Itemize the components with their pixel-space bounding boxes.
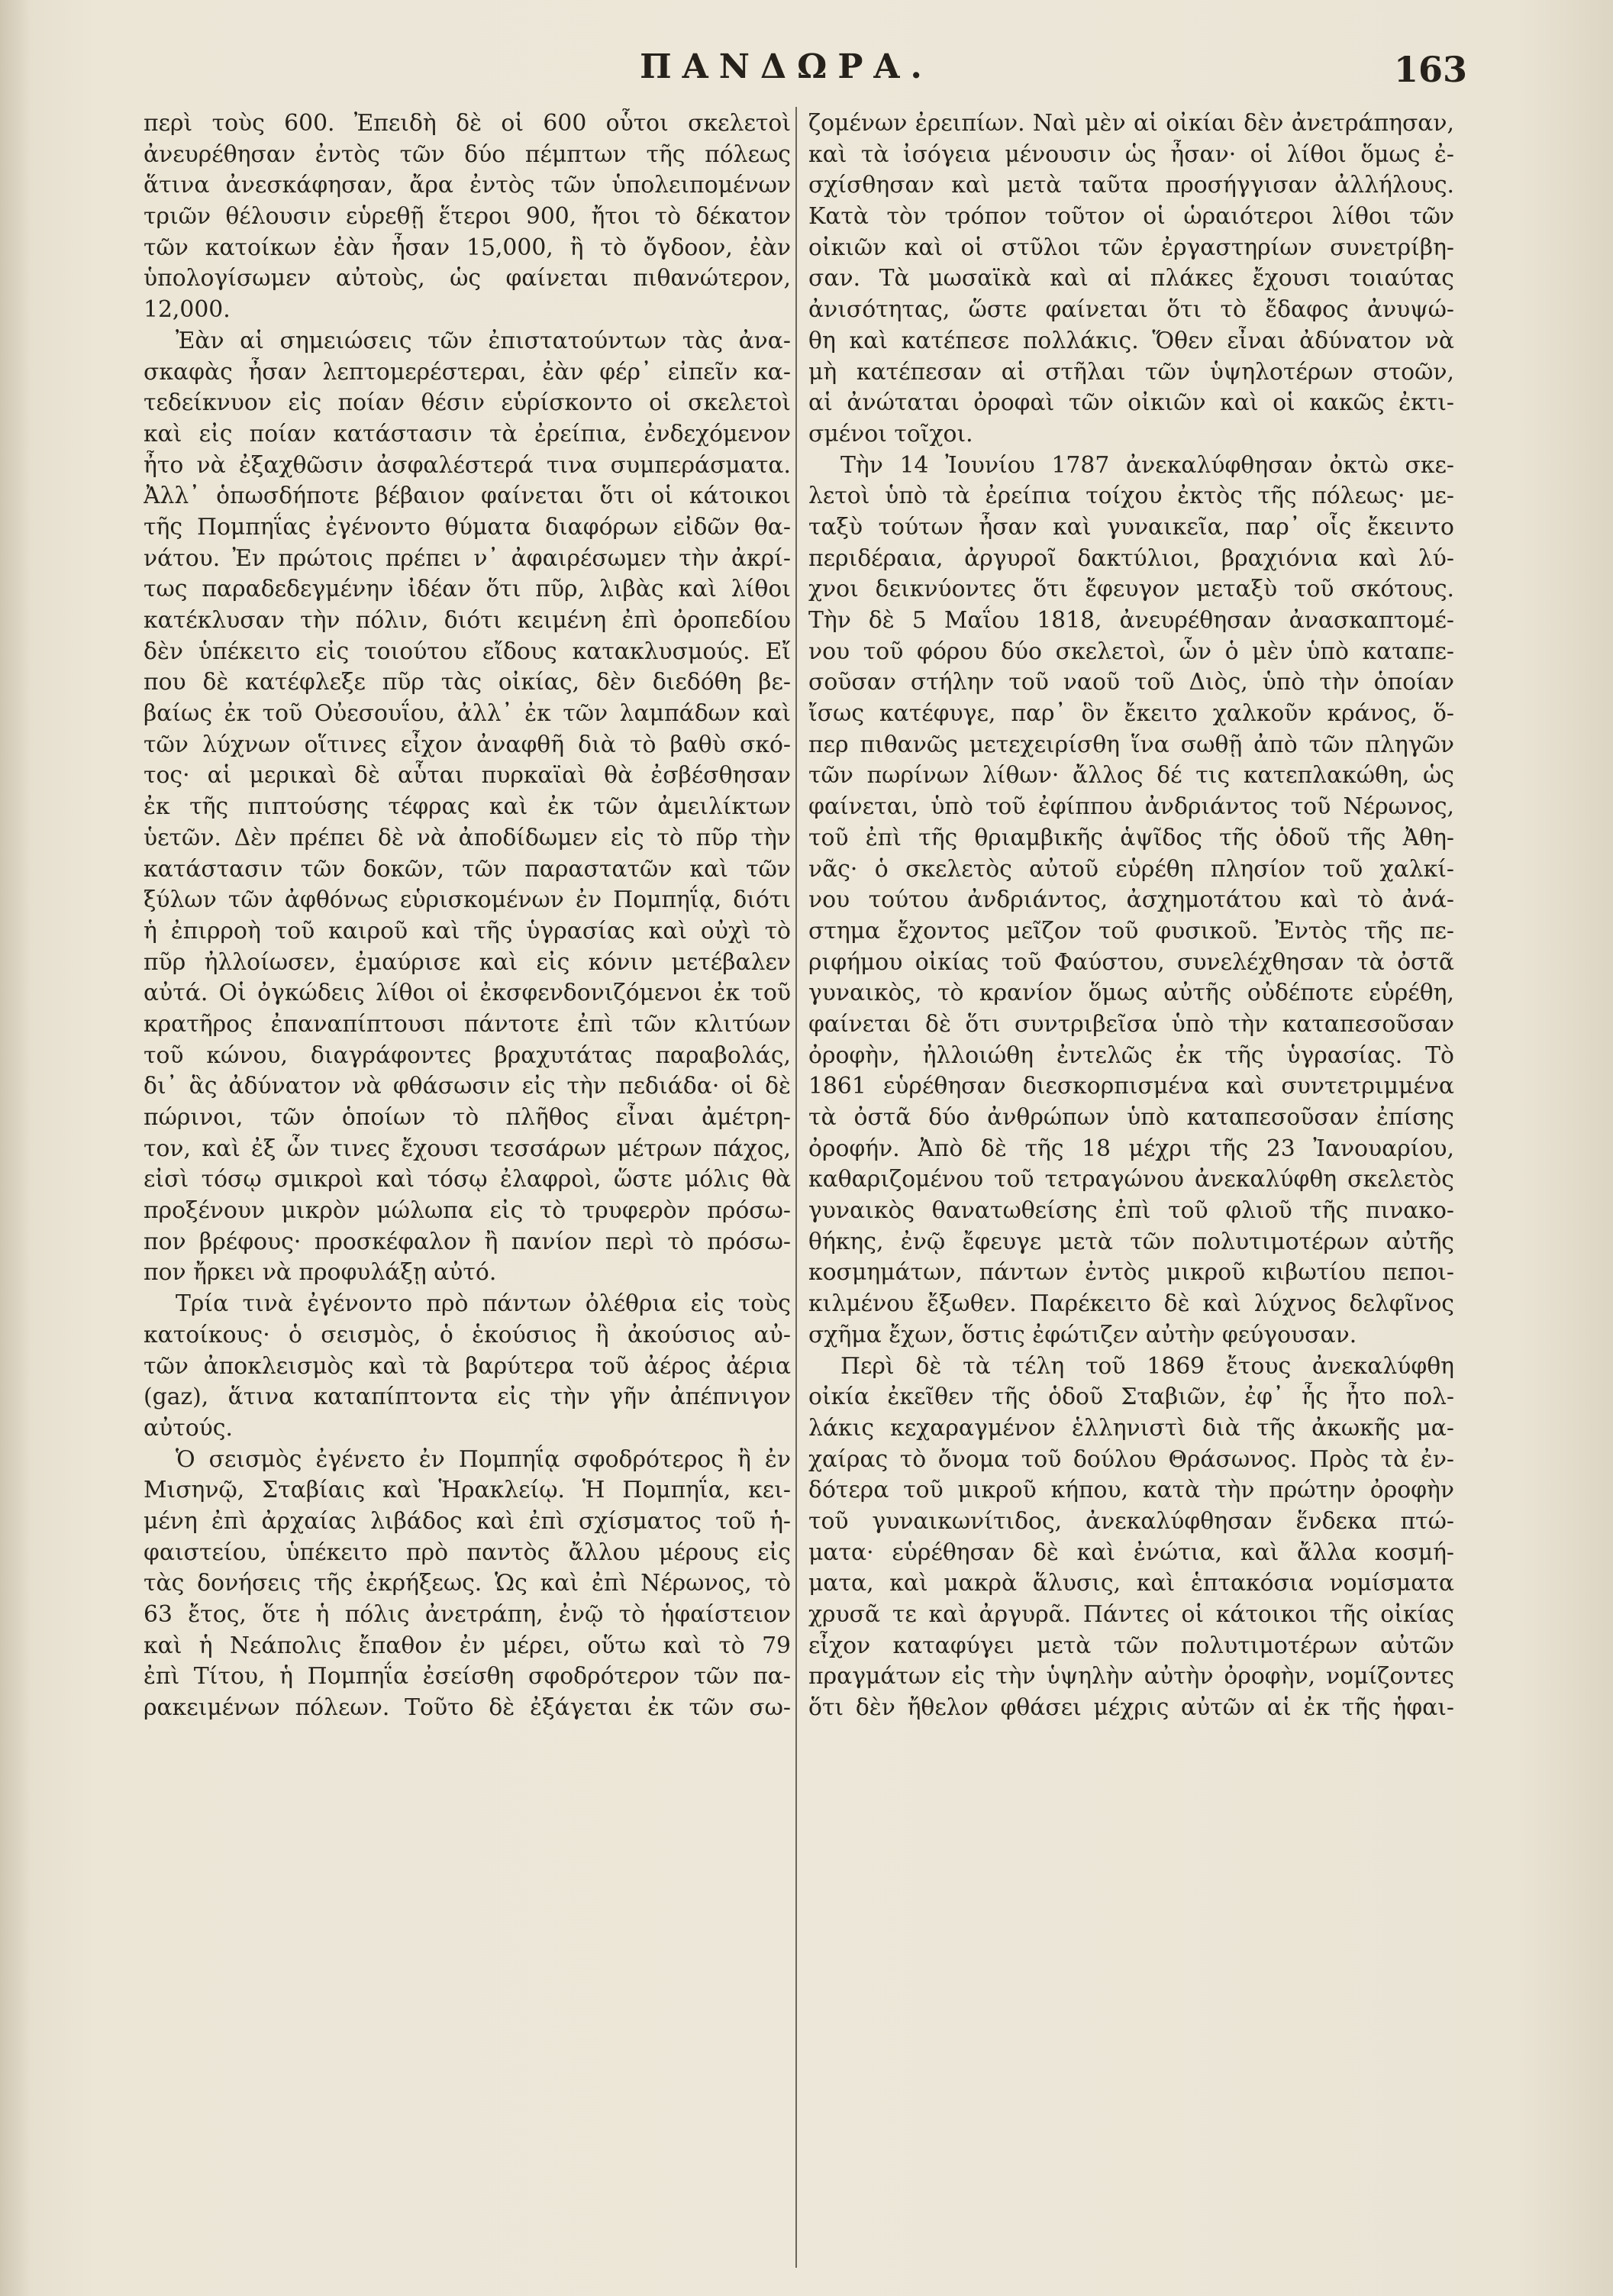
text-line: βαίως ἐκ τοῦ Οὐεσουΐου, ἀλλ᾽ ἐκ τῶν λαμπάδων καὶ bbox=[144, 700, 791, 728]
text-line: φαιστείου, ὑπέκειτο πρὸ παντὸς ἄλλου μέρους εἰς bbox=[144, 1539, 791, 1566]
text-line: 63 ἔτος, ὅτε ἡ πόλις ἀνετράπη, ἐνῷ τὸ ἡφαίστειον bbox=[144, 1601, 791, 1628]
text-line: ἅτινα ἀνεσκάφησαν, ἄρα ἐντὸς τῶν ὑπολειπομένων bbox=[144, 172, 791, 199]
text-line: Ἀλλ᾽ ὁπωσδήποτε βέβαιον φαίνεται ὅτι οἱ κάτοικοι bbox=[144, 483, 791, 510]
text-line: ἴσως κατέφυγε, παρ᾽ ὃν ἔκειτο χαλκοῦν κράνος, ὅ- bbox=[808, 700, 1454, 728]
text-line: πώρινοι, τῶν ὁποίων τὸ πλῆθος εἶναι ἀμέτρη- bbox=[144, 1104, 791, 1131]
text-line: τεδείκνυον εἰς ποίαν θέσιν εὑρίσκοντο οἱ σκελετοὶ bbox=[144, 389, 791, 417]
text-line: κιλμένου ἔξωθεν. Παρέκειτο δὲ καὶ λύχνος δελφῖνος bbox=[808, 1290, 1454, 1318]
text-line: σαν. Τὰ μωσαϊκὰ καὶ αἱ πλάκες ἔχουσι τοιαύτας bbox=[808, 265, 1454, 292]
right-column bbox=[808, 108, 1454, 1724]
text-line: γυναικὸς θανατωθείσης ἐπὶ τοῦ φλιοῦ τῆς πινακο- bbox=[808, 1197, 1454, 1225]
text-line: τὰς δονήσεις τῆς ἐκρήξεως. Ὡς καὶ ἐπὶ Νέρωνος, τὸ bbox=[144, 1570, 791, 1597]
text-line: ματα· εὑρέθησαν δὲ καὶ ἐνώτια, καὶ ἄλλα κοσμή- bbox=[808, 1539, 1454, 1566]
running-title: ΠΑΝΔΩΡΑ. bbox=[640, 47, 933, 86]
text-line: δότερα τοῦ μικροῦ κήπου, κατὰ τὴν πρώτην ὀροφὴν bbox=[808, 1477, 1454, 1504]
text-line: 12,000. bbox=[144, 296, 231, 324]
text-line: πραγμάτων εἰς τὴν ὑψηλὴν αὐτὴν ὀροφὴν, νομίζοντες bbox=[808, 1663, 1454, 1691]
text-line: τῶν λύχνων οἵτινες εἶχον ἀναφθῆ διὰ τὸ βαθὺ σκό- bbox=[144, 731, 791, 758]
text-line: φαίνεται δὲ ὅτι συντριβεῖσα ὑπὸ τὴν καταπεσοῦσαν bbox=[808, 1010, 1454, 1038]
text-line: ἐπὶ Τίτου, ἡ Πομπηΐα ἐσείσθη σφοδρότερον τῶν πα- bbox=[144, 1663, 791, 1691]
text-line: οἰκία ἐκεῖθεν τῆς ὁδοῦ Σταβιῶν, ἐφ᾽ ἧς ἦτο πολ- bbox=[808, 1384, 1454, 1411]
text-line: ματα, καὶ μακρὰ ἅλυσις, καὶ ἑπτακόσια νομίσματα bbox=[808, 1570, 1454, 1597]
text-line: περὶ τοὺς 600. Ἐπειδὴ δὲ οἱ 600 οὗτοι σκελετοὶ bbox=[144, 110, 791, 137]
text-line: ἡ ἐπιρροὴ τοῦ καιροῦ καὶ τῆς ὑγρασίας καὶ οὐχὶ τὸ bbox=[144, 917, 791, 945]
text-line: Ὁ σεισμὸς ἐγένετο ἐν Πομπηΐᾳ σφοδρότερος ἢ ἐν bbox=[176, 1445, 791, 1473]
text-line: ἀνισότητας, ὥστε φαίνεται ὅτι τὸ ἔδαφος ἀνυψώ- bbox=[808, 296, 1454, 324]
text-line: αὐτά. Οἱ ὀγκώδεις λίθοι οἱ ἐκσφενδονιζόμενοι ἐκ τοῦ bbox=[144, 980, 791, 1007]
page-header bbox=[115, 47, 1467, 93]
text-line: χρυσᾶ τε καὶ ἀργυρᾶ. Πάντες οἱ κάτοικοι τῆς οἰκίας bbox=[808, 1601, 1454, 1628]
text-line: 1861 εὑρέθησαν διεσκορπισμένα καὶ συντετριμμένα bbox=[808, 1073, 1454, 1100]
text-line: τοῦ κώνου, διαγράφοντες βραχυτάτας παραβολάς, bbox=[144, 1041, 791, 1069]
text-line: τοῦ ἐπὶ τῆς θριαμβικῆς ἁψῖδος τῆς ὁδοῦ τῆς Ἀθη- bbox=[808, 824, 1454, 851]
text-line: χαίρας τὸ ὄνομα τοῦ δούλου Θράσωνος. Πρὸς τὰ ἐν- bbox=[808, 1445, 1454, 1473]
text-line: σκαφὰς ἦσαν λεπτομερέστεραι, ἐὰν φέρ᾽ εἰπεῖν κα- bbox=[144, 358, 791, 386]
text-line: ἀνευρέθησαν ἐντὸς τῶν δύο πέμπτων τῆς πόλεως bbox=[144, 140, 791, 168]
text-line: ἦτο νὰ ἐξαχθῶσιν ἀσφαλέστερά τινα συμπεράσματα. bbox=[144, 451, 791, 479]
text-line: Τρία τινὰ ἐγένοντο πρὸ πάντων ὀλέθρια εἰς τοὺς bbox=[176, 1290, 791, 1318]
text-line: πον βρέφους· προσκέφαλον ἢ πανίον περὶ τὸ πρόσω- bbox=[144, 1228, 791, 1255]
text-line: αὐτούς. bbox=[144, 1414, 233, 1442]
text-line: κοσμημάτων, πάντων ἐντὸς μικροῦ κιβωτίου πεποι- bbox=[808, 1259, 1454, 1287]
text-line: που δὲ κατέφλεξε πῦρ τὰς οἰκίας, δὲν διεδόθη βε- bbox=[144, 669, 791, 696]
text-line: δι᾽ ἃς ἀδύνατον νὰ φθάσωσιν εἰς τὴν πεδιάδα· οἱ δὲ bbox=[144, 1073, 791, 1100]
text-line: νᾶς· ὁ σκελετὸς αὐτοῦ εὑρέθη πλησίον τοῦ χαλκί- bbox=[808, 855, 1454, 883]
text-line: νου τούτου ἀνδριάντος, ἀσχημοτάτου καὶ τὸ ἀνά- bbox=[808, 886, 1454, 914]
text-line: τριῶν θέλουσιν εὑρεθῇ ἕτεροι 900, ἤτοι τὸ δέκατον bbox=[144, 203, 791, 231]
text-line: μένη ἐπὶ ἀρχαίας λιβάδος καὶ ἐπὶ σχίσματος τοῦ ἡ- bbox=[144, 1507, 791, 1535]
text-line: κατάστασιν τῶν δοκῶν, τῶν παραστατῶν καὶ τῶν bbox=[144, 855, 791, 883]
text-line: νου τοῦ φόρου δύο σκελετοὶ, ὧν ὁ μὲν ὑπὸ καταπε- bbox=[808, 638, 1454, 665]
text-line: περ πιθανῶς μετεχειρίσθη ἵνα σωθῇ ἀπὸ τῶν πληγῶν bbox=[808, 731, 1454, 758]
text-line: Περὶ δὲ τὰ τέλη τοῦ 1869 ἔτους ἀνεκαλύφθη bbox=[840, 1352, 1454, 1380]
text-line: τως παραδεδεγμένην ἰδέαν ὅτι πῦρ, λιβὰς καὶ λίθοι bbox=[144, 576, 791, 603]
text-line: καὶ ἡ Νεάπολις ἔπαθον ἐν μέρει, οὕτω καὶ τὸ 79 bbox=[144, 1632, 791, 1659]
text-line: (gaz), ἅτινα καταπίπτοντα εἰς τὴν γῆν ἀπέπνιγον bbox=[144, 1384, 791, 1411]
text-line: αἱ ἀνώταται ὀροφαὶ τῶν οἰκιῶν καὶ οἱ κακῶς ἐκτι- bbox=[808, 389, 1454, 417]
text-line: νάτου. Ἐν πρώτοις πρέπει ν᾽ ἀφαιρέσωμεν τὴν ἀκρί- bbox=[144, 544, 791, 572]
left-column bbox=[144, 108, 791, 1724]
text-line: καὶ εἰς ποίαν κατάστασιν τὰ ἐρείπια, ἐνδεχόμενον bbox=[144, 420, 791, 447]
text-line: λάκις κεχαραγμένον ἑλληνιστὶ διὰ τῆς ἀκωκῆς μα- bbox=[808, 1414, 1454, 1442]
text-line: ριφήμου οἰκίας τοῦ Φαύστου, συνελέχθησαν τὰ ὀστᾶ bbox=[808, 948, 1454, 976]
text-line: προξένουν μικρὸν μώλωπα εἰς τὸ τρυφερὸν πρόσω- bbox=[144, 1197, 791, 1225]
text-line: Ἐὰν αἱ σημειώσεις τῶν ἐπιστατούντων τὰς ἀνα- bbox=[176, 327, 791, 354]
text-line: τῶν ἀποκλεισμὸς καὶ τὰ βαρύτερα τοῦ ἀέρος ἀέρια bbox=[144, 1352, 791, 1380]
text-line: Κατὰ τὸν τρόπον τοῦτον οἱ ὡραιότεροι λίθοι τῶν bbox=[808, 203, 1454, 231]
text-line: θη καὶ κατέπεσε πολλάκις. Ὅθεν εἶναι ἀδύνατον νὰ bbox=[808, 327, 1454, 354]
text-line: φαίνεται, ὑπὸ τοῦ ἐφίππου ἀνδριάντος τοῦ Νέρωνος, bbox=[808, 793, 1454, 821]
text-line: ζομένων ἐρειπίων. Ναὶ μὲν αἱ οἰκίαι δὲν ἀνετράπησαν, bbox=[808, 110, 1454, 137]
text-line: Μισηνῷ, Σταβίαις καὶ Ἡρακλείῳ. Ἡ Πομπηΐα, κει- bbox=[144, 1477, 791, 1504]
text-line: εἶχον καταφύγει μετὰ τῶν πολυτιμοτέρων αὐτῶν bbox=[808, 1632, 1454, 1659]
text-line: ὀροφήν. Ἀπὸ δὲ τῆς 18 μέχρι τῆς 23 Ἰανουαρίου, bbox=[808, 1135, 1454, 1162]
text-line: καὶ τὰ ἰσόγεια μένουσιν ὡς ἦσαν· οἱ λίθοι ὅμως ἐ- bbox=[808, 140, 1454, 168]
text-line: σοῦσαν στήλην τοῦ ναοῦ τοῦ Διὸς, ὑπὸ τὴν ὁποίαν bbox=[808, 669, 1454, 696]
text-line: κατέκλυσαν τὴν πόλιν, διότι κειμένη ἐπὶ ὀροπεδίου bbox=[144, 607, 791, 634]
text-line: οἰκιῶν καὶ οἱ στῦλοι τῶν ἐργαστηρίων συνετρίβη- bbox=[808, 234, 1454, 261]
text-line: περιδέραια, ἀργυροῖ δακτύλιοι, βραχιόνια καὶ λύ- bbox=[808, 544, 1454, 572]
text-line: ἐκ τῆς πιπτούσης τέφρας καὶ ἐκ τῶν ἀμειλίκτων bbox=[144, 793, 791, 821]
page-number: 163 bbox=[1393, 49, 1467, 90]
text-line: τον, καὶ ἐξ ὧν τινες ἔχουσι τεσσάρων μέτρων πάχος, bbox=[144, 1135, 791, 1162]
text-line: θήκης, ἐνῷ ἔφευγε μετὰ τῶν πολυτιμοτέρων αὐτῆς bbox=[808, 1228, 1454, 1255]
text-line: τοῦ γυναικωνίτιδος, ἀνεκαλύφθησαν ἕνδεκα πτώ- bbox=[808, 1507, 1454, 1535]
text-line: εἰσὶ τόσῳ σμικροὶ καὶ τόσῳ ἐλαφροὶ, ὥστε μόλις θὰ bbox=[144, 1166, 791, 1193]
text-line: τὰ ὀστᾶ δύο ἀνθρώπων ὑπὸ καταπεσοῦσαν ἐπίσης bbox=[808, 1104, 1454, 1131]
text-line: χνοι δεικνύοντες ὅτι ἔφευγον μεταξὺ τοῦ σκότους. bbox=[808, 576, 1454, 603]
text-line: ταξὺ τούτων ἦσαν καὶ γυναικεῖα, παρ᾽ οἷς ἔκειντο bbox=[808, 513, 1454, 541]
text-line: ξύλων τῶν ἀφθόνως εὑρισκομένων ἐν Πομπηΐᾳ, διότι bbox=[144, 886, 791, 914]
text-line: τος· αἱ μερικαὶ δὲ αὗται πυρκαϊαὶ θὰ ἐσβέσθησαν bbox=[144, 762, 791, 790]
text-line: ὀροφὴν, ἠλλοιώθη ἐντελῶς ἐκ τῆς ὑγρασίας. Τὸ bbox=[808, 1041, 1454, 1069]
text-line: καθαριζομένου τοῦ τετραγώνου ἀνεκαλύφθη σκελετὸς bbox=[808, 1166, 1454, 1193]
text-line: πον ἤρκει νὰ προφυλάξῃ αὐτό. bbox=[144, 1259, 497, 1287]
text-line: τῶν κατοίκων ἐὰν ἦσαν 15,000, ἢ τὸ ὄγδοον, ἐὰν bbox=[144, 234, 791, 261]
text-line: ὑετῶν. Δὲν πρέπει δὲ νὰ ἀποδίδωμεν εἰς τὸ πῦρ τὴν bbox=[144, 824, 791, 851]
text-line: λετοὶ ὑπὸ τὰ ἐρείπια τοίχου ἐκτὸς τῆς πόλεως· με- bbox=[808, 483, 1454, 510]
text-line: ὅτι δὲν ἤθελον φθάσει μέχρις αὐτῶν αἱ ἐκ τῆς ἡφαι- bbox=[808, 1694, 1454, 1722]
text-line: τῶν πωρίνων λίθων· ἄλλος δέ τις κατεπλακώθη, ὡς bbox=[808, 762, 1454, 790]
text-line: γυναικὸς, τὸ κρανίον ὅμως αὐτῆς οὐδέποτε εὑρέθη, bbox=[808, 980, 1454, 1007]
text-line: κρατῆρος ἐπαναπίπτουσι πάντοτε ἐπὶ τῶν κλιτύων bbox=[144, 1010, 791, 1038]
column-divider bbox=[795, 107, 797, 2268]
text-line: κατοίκους· ὁ σεισμὸς, ὁ ἑκούσιος ἢ ἀκούσιος αὐ- bbox=[144, 1321, 791, 1348]
text-line: δὲν ὑπέκειτο εἰς τοιούτου εἴδους κατακλυσμούς. Εἴ bbox=[144, 638, 791, 665]
text-line: ρακειμένων πόλεων. Τοῦτο δὲ ἐξάγεται ἐκ τῶν σω- bbox=[144, 1694, 791, 1722]
text-line: Τὴν δὲ 5 Μαΐου 1818, ἀνευρέθησαν ἀνασκαπτομέ- bbox=[808, 607, 1454, 634]
text-line: πῦρ ἠλλοίωσεν, ἐμαύρισε καὶ εἰς κόνιν μετέβαλεν bbox=[144, 948, 791, 976]
text-line: ὑπολογίσωμεν αὐτοὺς, ὡς φαίνεται πιθανώτερον, bbox=[144, 265, 791, 292]
text-line: μὴ κατέπεσαν αἱ στῆλαι τῶν ὑψηλοτέρων στοῶν, bbox=[808, 358, 1454, 386]
text-line: σχῆμα ἔχων, ὅστις ἐφώτιζεν αὐτὴν φεύγουσαν. bbox=[808, 1321, 1357, 1348]
text-line: σμένοι τοῖχοι. bbox=[808, 420, 973, 447]
text-line: τῆς Πομπηΐας ἐγένοντο θύματα διαφόρων εἰδῶν θα- bbox=[144, 513, 791, 541]
text-line: σχίσθησαν καὶ μετὰ ταῦτα προσήγγισαν ἀλλήλους. bbox=[808, 172, 1454, 199]
text-line: στημα ἔχοντος μεῖζον τοῦ φυσικοῦ. Ἐντὸς τῆς πε- bbox=[808, 917, 1454, 945]
binding-shadow bbox=[0, 0, 31, 2296]
text-line: Τὴν 14 Ἰουνίου 1787 ἀνεκαλύφθησαν ὀκτὼ σκε- bbox=[840, 451, 1454, 479]
